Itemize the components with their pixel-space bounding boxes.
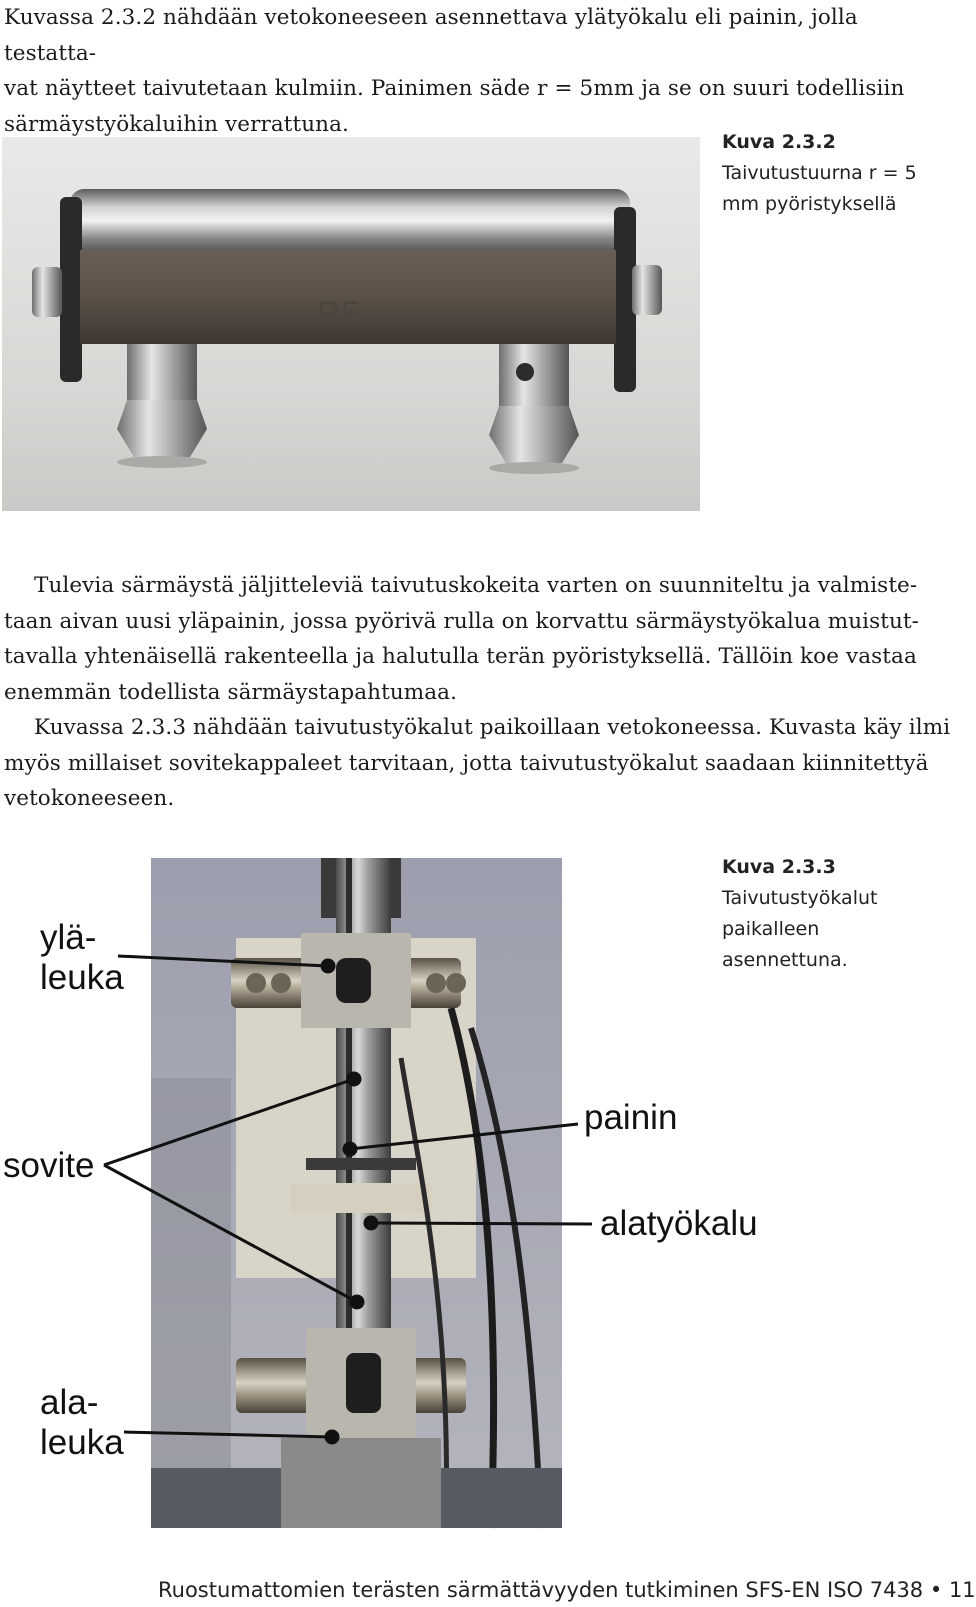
sovite-pointer-lower xyxy=(351,1296,363,1308)
footer-title: Ruostumattomien terästen särmättävyyden tutkiminen SFS-EN ISO 7438 xyxy=(158,1578,924,1602)
painin-pointer xyxy=(344,1143,356,1155)
text-line: enemmän todellista särmäystapahtumaa. xyxy=(4,679,458,705)
alatyokalu-pointer xyxy=(365,1217,377,1229)
label-painin: painin xyxy=(584,1098,678,1137)
footer-bullet: • xyxy=(929,1578,943,1602)
figure-label: Kuva 2.3.3 xyxy=(722,856,836,878)
label-sovite: sovite xyxy=(3,1146,95,1185)
caption-line: Taivutustyökalut xyxy=(722,887,878,909)
text-line: Kuvassa 2.3.3 nähdään taivutustyökalut paikoillaan vetokoneessa. Kuvasta käy ilmi xyxy=(34,715,951,740)
page-number: 11 xyxy=(948,1578,976,1602)
label-ala-leuka: ala- leuka xyxy=(40,1383,124,1462)
r5-stamp: R5 xyxy=(317,295,361,333)
caption-line: Taivutustuurna r = 5 xyxy=(722,162,917,184)
yla-leuka-pointer xyxy=(322,960,334,972)
text-line: taan aivan uusi yläpainin, jossa pyörivä rulla on korvattu särmäystyökalua muistut- xyxy=(4,608,920,634)
figure-caption-2 xyxy=(722,852,952,976)
figure-label: Kuva 2.3.2 xyxy=(722,131,836,153)
text-line: vetokoneeseen. xyxy=(4,786,175,811)
sovite-pointer-upper xyxy=(348,1073,360,1085)
text-line: vat näytteet taivutetaan kulmiin. Painimen säde r = 5mm ja se on suuri todellisiin xyxy=(4,76,905,101)
text-line: Tulevia särmäystä jäljitteleviä taivutuskokeita varten on suunniteltu ja valmiste- xyxy=(34,573,918,598)
text-line: tavalla yhtenäisellä rakenteella ja halutulla terän pyöristyksellä. Tällöin koe vastaa xyxy=(4,644,917,669)
caption-line: paikalleen xyxy=(722,918,820,940)
label-yla-leuka: ylä- leuka xyxy=(40,918,124,997)
text-line: Kuvassa 2.3.2 nähdään vetokoneeseen asennettava ylätyökalu eli painin, jolla testatta- xyxy=(4,5,858,66)
caption-line: mm pyöristyksellä xyxy=(722,193,897,215)
ala-leuka-pointer xyxy=(326,1431,338,1443)
text-line: myös millaiset sovitekappaleet tarvitaan, jotta taivutustyökalut saadaan kiinnitettyä xyxy=(4,750,929,776)
text-line: särmäystyökaluihin verrattuna. xyxy=(4,111,349,137)
caption-line: asennettuna. xyxy=(722,949,848,971)
label-alatyokalu: alatyökalu xyxy=(600,1204,758,1243)
page-footer xyxy=(158,1578,976,1602)
